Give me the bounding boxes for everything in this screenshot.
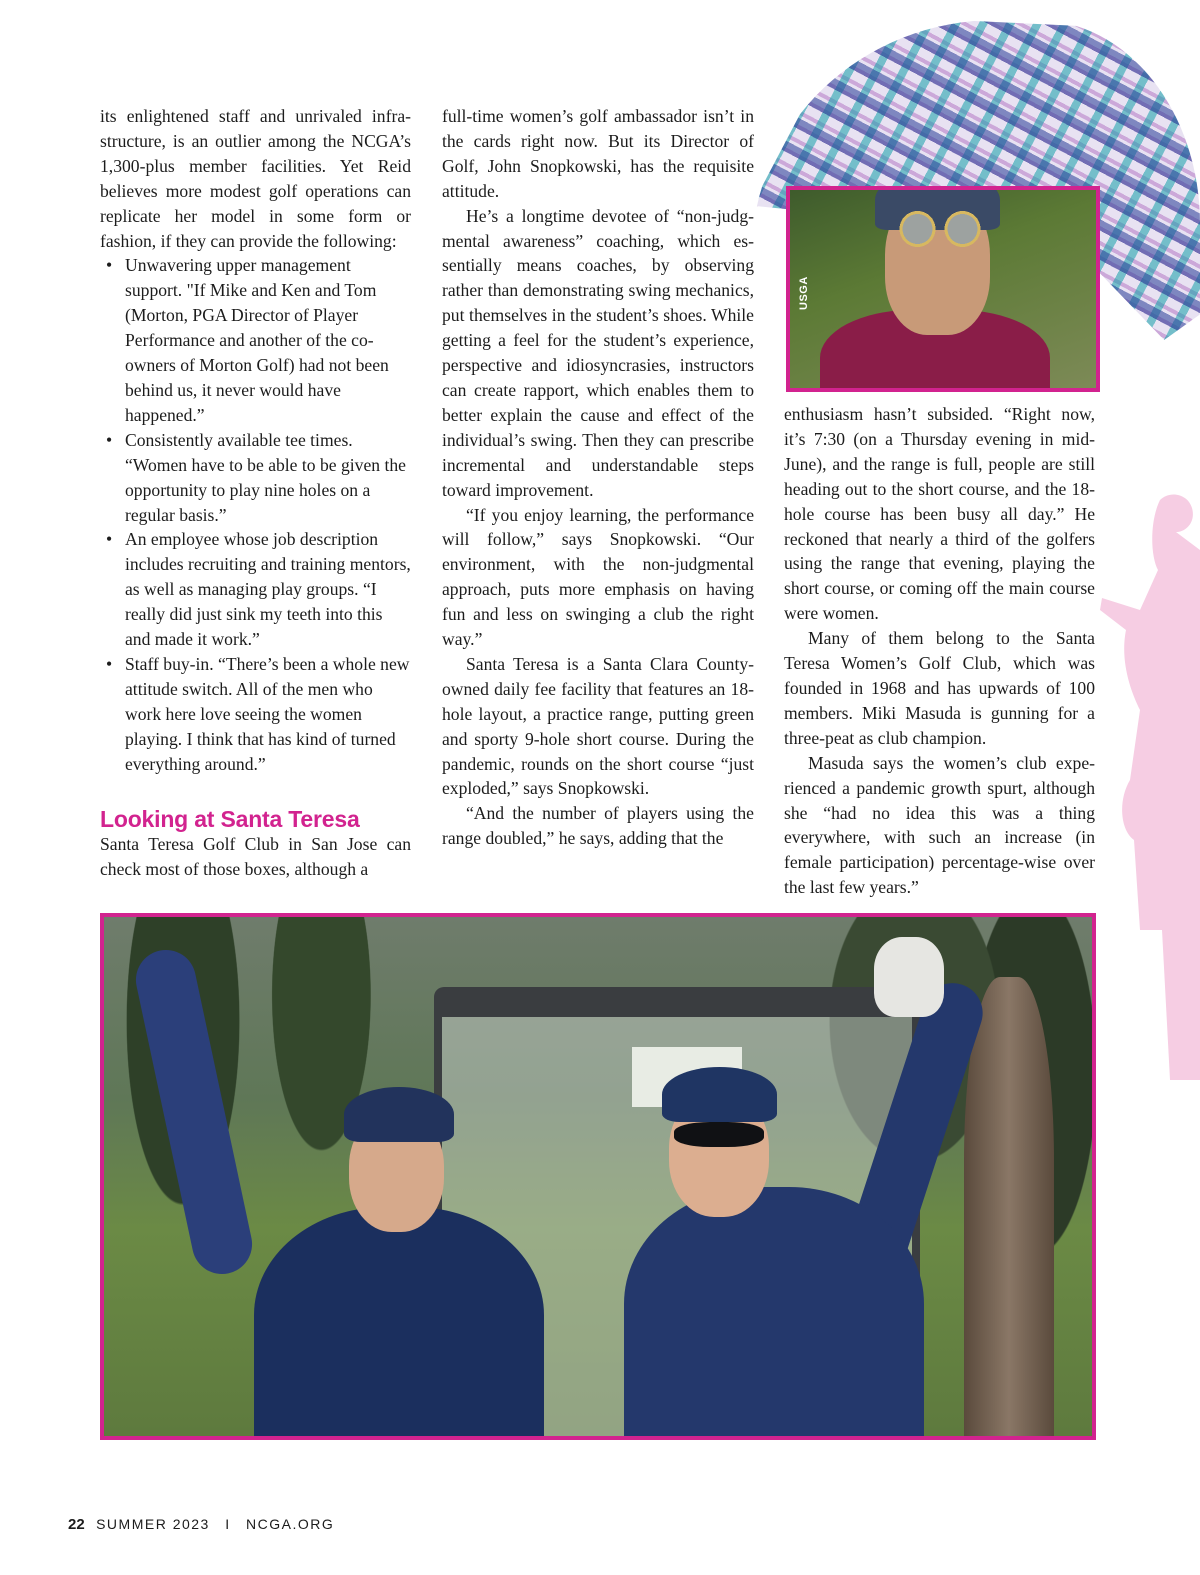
paragraph: Masuda says the women’s club experienced a pandemic growth spurt, although she “had no idea this was a thing everywhere, with such an increase (in female participation) percentage-wise over the last few years.”	[784, 752, 1095, 898]
list-item: • Consistently available tee times. “Women have to be able to be given the opportunity to play nine holes on a regular basis.”	[100, 428, 411, 528]
list-item: • Staff buy-in. “There’s been a whole new attitude switch. All of the men who work here love seeing the women playing. I think that has kind of turned everything around.”	[100, 652, 411, 777]
issue-label: SUMMER 2023	[96, 1516, 210, 1532]
paragraph: its enlightened staff and unrivaled infrastructure, is an outlier among the NCGA’s 1,300-plus member facilities. Yet Reid believes more modest golf operations can replicate her model in some form or fashion, if they can provide the following:	[100, 106, 411, 251]
site-label: NCGA.ORG	[246, 1516, 335, 1532]
photo-golfer-with-umbrella	[786, 186, 1100, 392]
article-column-1	[100, 104, 411, 882]
paragraph: He’s a longtime devotee of “non-judgmental awareness” coaching, which essentially means coaches, by observing rather than demonstrating swing mechanics, put themselves in the student’s shoes. While getting a feel for the student’s experience, perspective and idiosyncrasies, instructors can create rapport, which enables them to better explain the cause and effect of the individual’s swing. Then they can prescribe incremental and understandable steps toward improvement.	[442, 205, 754, 500]
photo-right-golfer-sunglasses	[674, 1122, 764, 1147]
photo-subject-sunglasses	[895, 210, 985, 248]
footer-separator: I	[225, 1516, 231, 1532]
photo-left-golfer-cap	[344, 1087, 454, 1142]
photo-credit: USGA	[798, 276, 810, 310]
paragraph: full-time women’s golf ambassador isn’t in the cards right now. But its Director of Golf, John Snopkowski, has the requisite attitude.	[442, 106, 754, 201]
photo-two-golfers-cheering	[100, 913, 1096, 1440]
page-number: 22	[68, 1516, 85, 1533]
photo-left-golfer-body	[254, 1207, 544, 1440]
article-column-2	[442, 104, 754, 851]
paragraph: Santa Teresa is a Santa Clara County-owned daily fee facility that features an 18-hole layout, a practice range, putting green and sporty 9-hole short course. During the pandemic, rounds on the short course “just exploded,” says Snopkowski.	[442, 653, 754, 799]
list-item: • An employee whose job description includes recruiting and training mentors, as well as managing play groups. “I really did just sink my teeth into this and made it work.”	[100, 527, 411, 652]
photo-right-golfer-cap	[662, 1067, 777, 1122]
photo-tree-trunk	[964, 977, 1054, 1437]
golfer-silhouette-graphic	[1100, 460, 1200, 1080]
photo-right-golfer-glove	[874, 937, 944, 1017]
paragraph: “And the number of players using the range doubled,” he says, adding that the	[442, 803, 754, 849]
page-footer	[68, 1516, 334, 1533]
photo-right-golfer-body	[624, 1187, 924, 1440]
paragraph: enthusiasm hasn’t subsided. “Right now, it’s 7:30 (on a Thursday evening in mid-June), and the range is full, people are still heading out to the short course, and the 18-hole course has been busy all day.” He reckoned that nearly a third of the golfers using the range that evening, playing the short course, or coming off the main course were women.	[784, 404, 1095, 624]
requirements-list	[100, 253, 411, 776]
paragraph: “If you enjoy learning, the performance will follow,” says Snopkowski. “Our environment, with the non-judgmental approach, puts more emphasis on having fun and less on swinging a club the right way.”	[442, 504, 754, 650]
article-column-3	[784, 402, 1095, 900]
paragraph: Santa Teresa Golf Club in San Jose can check most of those boxes, although a	[100, 834, 411, 880]
list-item: • Unwavering upper management support. "If Mike and Ken and Tom (Morton, PGA Director of Player Performance and another of the co-owners of Morton Golf) had not been behind us, it never would have happened.”	[100, 253, 411, 427]
paragraph: Many of them belong to the Santa Teresa Women’s Golf Club, which was founded in 1968 and has upwards of 100 members. Miki Masuda is gunning for a three-peat as club champion.	[784, 628, 1095, 748]
section-subhead: Looking at Santa Teresa	[100, 806, 360, 833]
